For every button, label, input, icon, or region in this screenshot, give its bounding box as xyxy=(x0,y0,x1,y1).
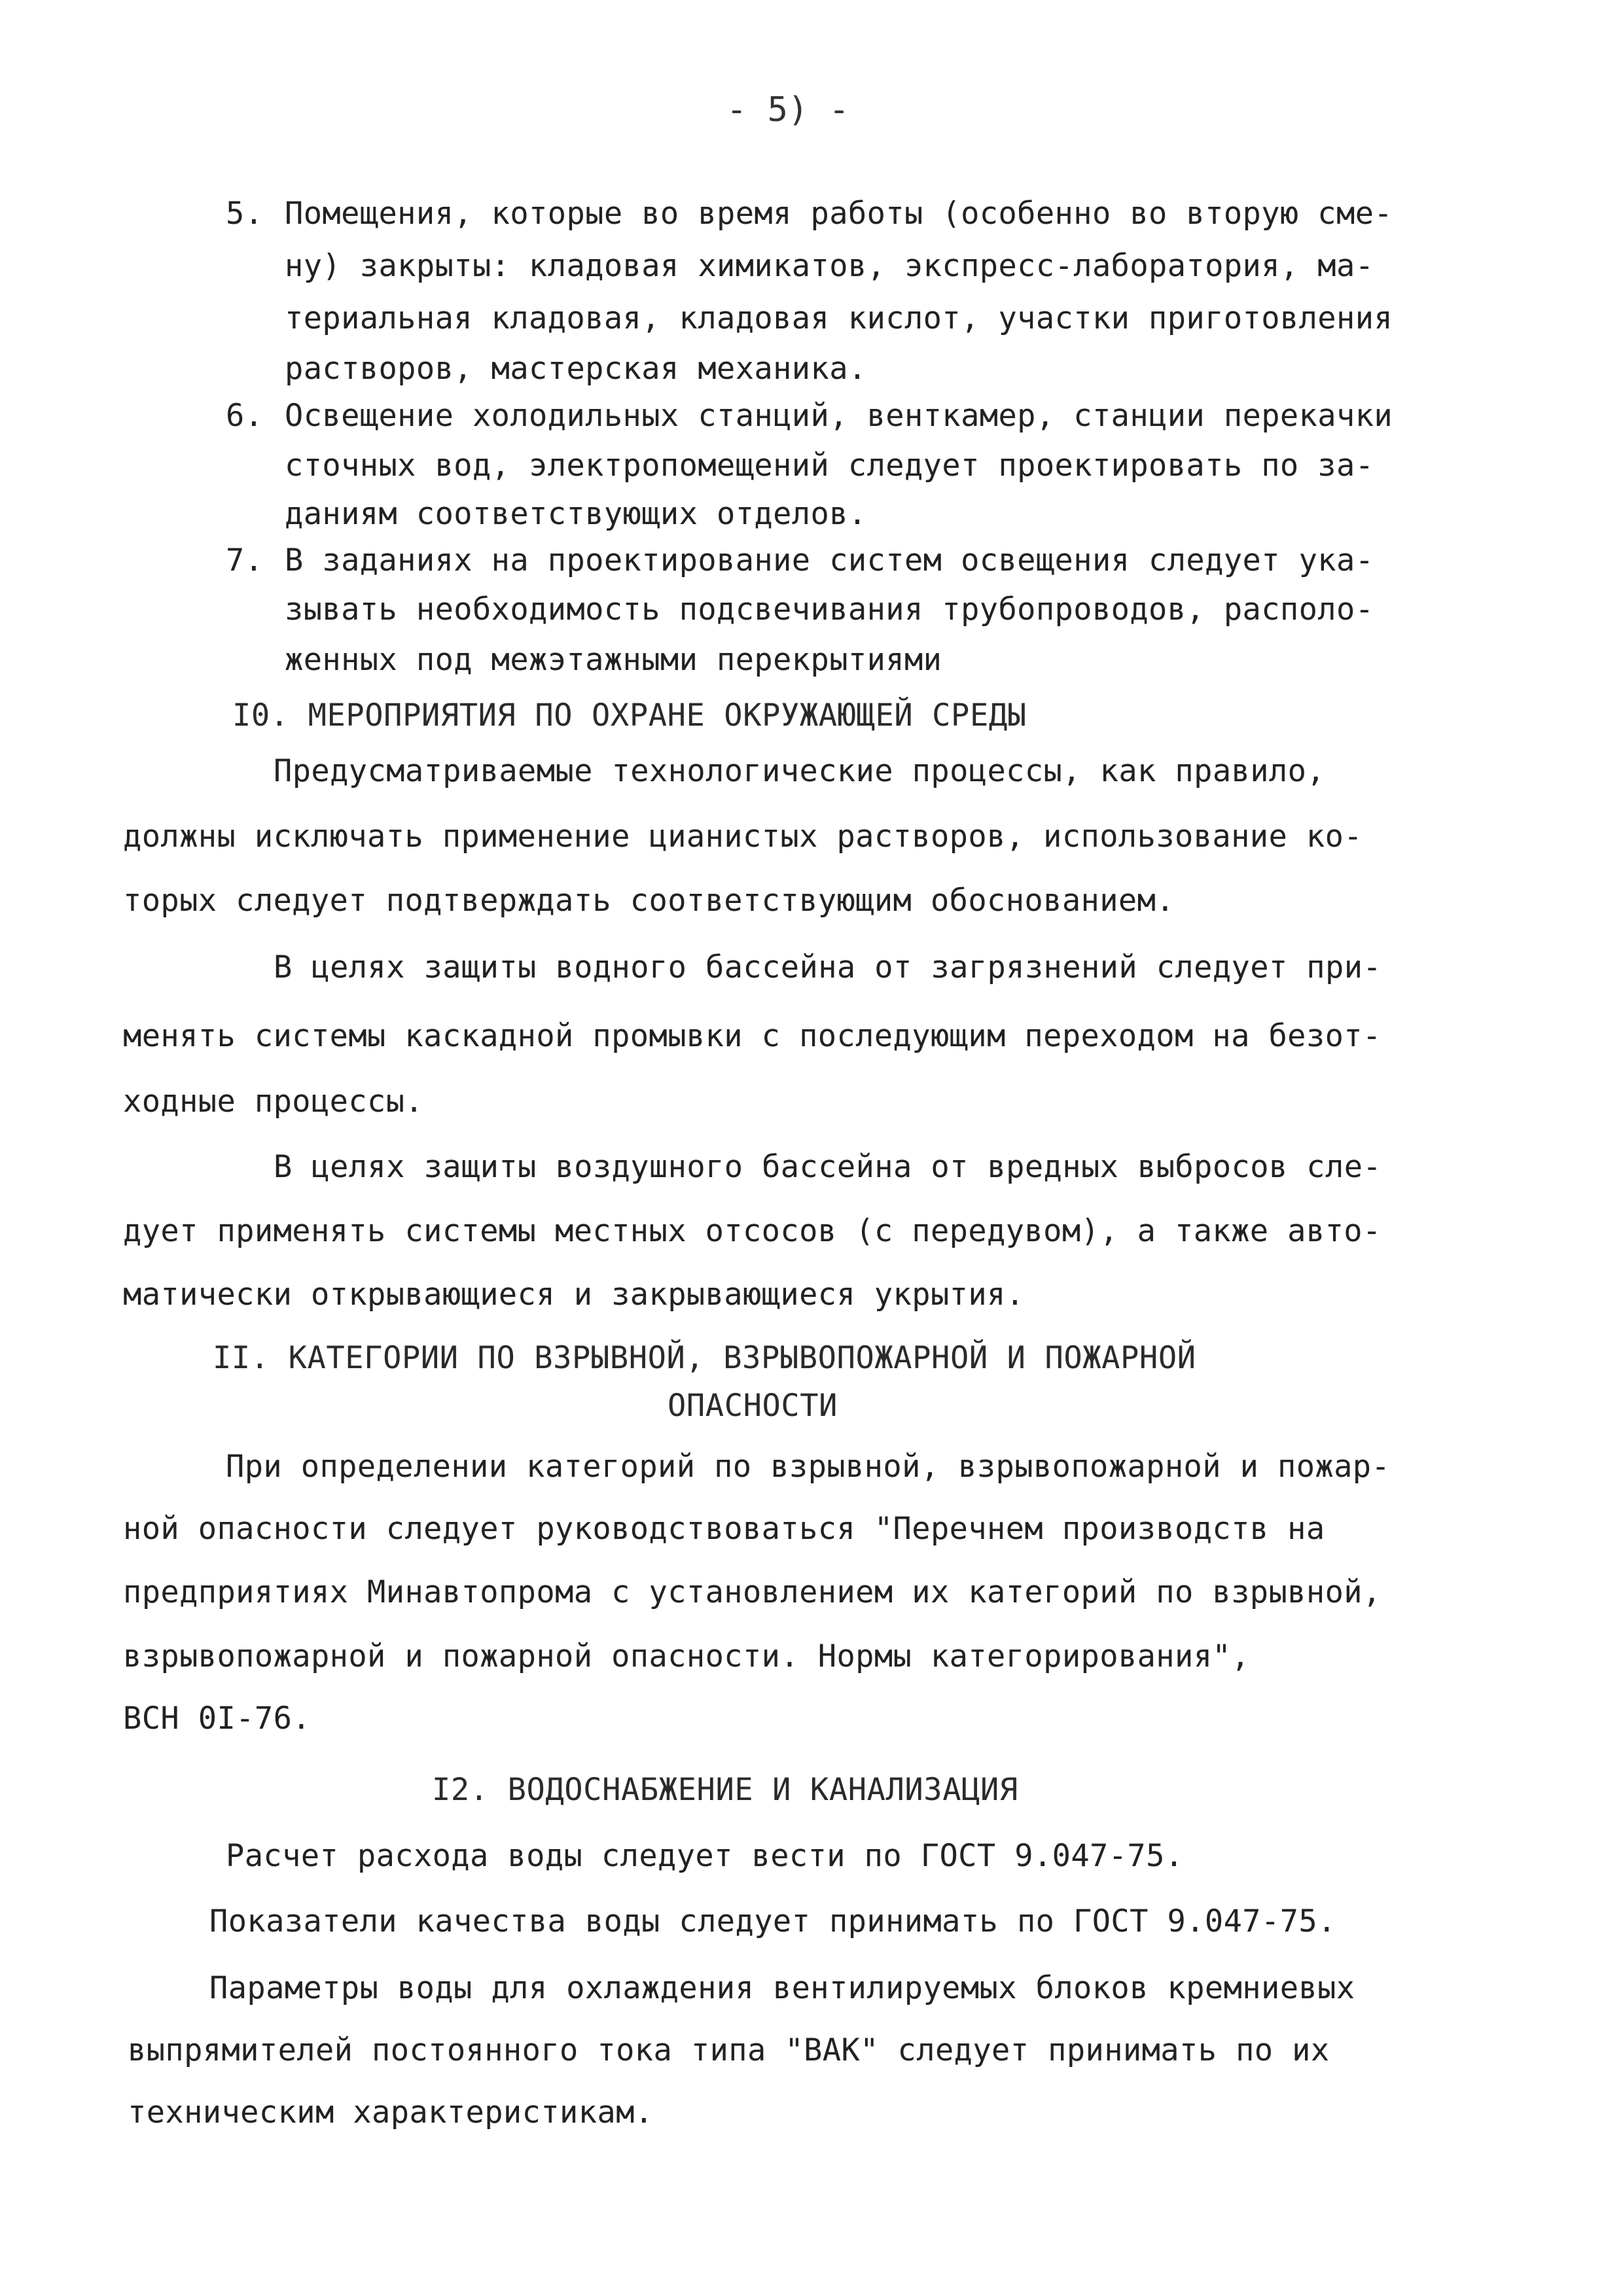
section-12-paragraph-1: Расчет расхода воды следует вести по ГОСТ 9.047-75. xyxy=(226,1838,1184,1874)
list-item-5-line-4: растворов, мастерская механика. xyxy=(285,351,867,387)
section-10-paragraph-1-line-2: должны исключать применение цианистых растворов, использование ко- xyxy=(123,819,1363,855)
list-item-6-line-1: Освещение холодильных станций, венткамер, станции перекачки xyxy=(285,398,1393,434)
list-item-5-line-1: Помещения, которые во время работы (особенно во вторую сме- xyxy=(285,196,1393,232)
section-11-heading-line-1: II. КАТЕГОРИИ ПО ВЗРЫВНОЙ, ВЗРЫВОПОЖАРНОЙ И ПОЖАРНОЙ xyxy=(213,1340,1196,1376)
list-item-number: 7. xyxy=(226,542,264,578)
section-10-paragraph-3-line-3: матически открывающиеся и закрывающиеся укрытия. xyxy=(123,1277,1025,1313)
section-12-paragraph-2: Показатели качества воды следует принимать по ГОСТ 9.047-75. xyxy=(209,1903,1336,1939)
section-12-paragraph-3-line-3: техническим характеристикам. xyxy=(128,2094,654,2130)
section-10-paragraph-1-line-1: Предусматриваемые технологические процессы, как правило, xyxy=(274,753,1325,789)
section-12-paragraph-3-line-1: Параметры воды для охлаждения вентилируемых блоков кремниевых xyxy=(209,1970,1355,2006)
section-10-paragraph-3-line-1: В целях защиты воздушного бассейна от вредных выбросов сле- xyxy=(274,1149,1382,1185)
section-11-paragraph-line-3: предприятиях Минавтопрома с установлением их категорий по взрывной, xyxy=(123,1574,1382,1610)
section-11-paragraph-line-5: ВСН 0I-76. xyxy=(123,1701,311,1737)
section-10-paragraph-2-line-3: ходные процессы. xyxy=(123,1084,424,1120)
section-10-heading: I0. МЕРОПРИЯТИЯ ПО ОХРАНЕ ОКРУЖАЮЩЕЙ СРЕДЫ xyxy=(232,698,1027,733)
section-11-paragraph-line-1: При определении категорий по взрывной, взрывопожарной и пожар- xyxy=(226,1449,1391,1485)
list-item-7-line-1: В заданиях на проектирование систем освещения следует ука- xyxy=(285,542,1374,578)
list-item-6-line-2: сточных вод, электропомещений следует проектировать по за- xyxy=(285,448,1374,484)
list-item-5-line-3: териальная кладовая, кладовая кислот, участки приготовления xyxy=(285,300,1393,336)
list-item-5-line-2: ну) закрыты: кладовая химикатов, экспресс-лаборатория, ма- xyxy=(285,248,1374,284)
list-item-7-line-2: зывать необходимость подсвечивания трубопроводов, располо- xyxy=(285,592,1374,627)
section-11-heading-line-2: ОПАСНОСТИ xyxy=(668,1388,838,1424)
list-item-number: 5. xyxy=(226,196,264,232)
list-item-7-line-3: женных под межэтажными перекрытиями xyxy=(285,642,942,678)
section-10-paragraph-2-line-1: В целях защиты водного бассейна от загрязнений следует при- xyxy=(274,949,1382,985)
section-12-heading: I2. ВОДОСНАБЖЕНИЕ И КАНАЛИЗАЦИЯ xyxy=(432,1772,1018,1808)
page-number: - 5) - xyxy=(726,90,849,130)
list-item-number: 6. xyxy=(226,398,264,434)
section-11-paragraph-line-2: ной опасности следует руководствоваться "Перечнем производств на xyxy=(123,1511,1325,1547)
section-10-paragraph-3-line-2: дует применять системы местных отсосов (с передувом), а также авто- xyxy=(123,1213,1382,1249)
section-11-paragraph-line-4: взрывопожарной и пожарной опасности. Нормы категорирования", xyxy=(123,1638,1250,1674)
section-10-paragraph-1-line-3: торых следует подтверждать соответствующим обоснованием. xyxy=(123,883,1175,919)
section-12-paragraph-3-line-2: выпрямителей постоянного тока типа "ВАК" следует принимать по их xyxy=(128,2032,1330,2068)
list-item-6-line-3: даниям соответствующих отделов. xyxy=(285,496,867,532)
section-10-paragraph-2-line-2: менять системы каскадной промывки с последующим переходом на безот- xyxy=(123,1018,1382,1054)
